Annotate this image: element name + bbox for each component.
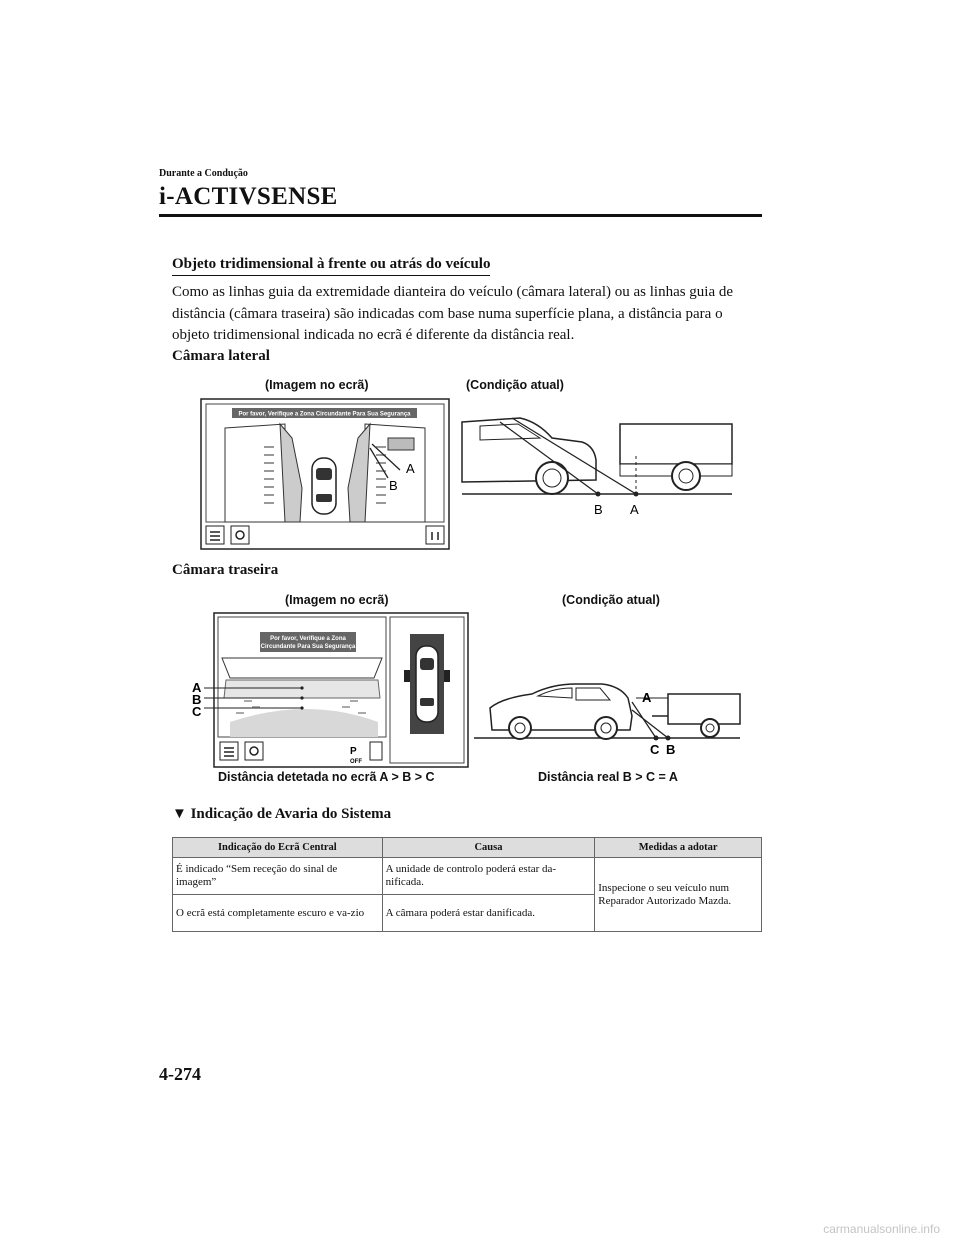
side-screen-point-b: B [389, 478, 398, 493]
side-screen-illustration [200, 398, 450, 550]
cause-cell: A câmara poderá estar danificada. [382, 895, 595, 932]
rear-screen-distance: Distância detetada no ecrã A > B > C [218, 770, 435, 784]
side-camera-title: Câmara lateral [172, 348, 270, 364]
intro-heading: Objeto tridimensional à frente ou atrás do veículo [172, 256, 490, 276]
side-actual-point-a: A [630, 502, 639, 517]
header-rule [159, 214, 762, 217]
rear-sensor-icon [370, 742, 382, 760]
side-actual-illustration [460, 402, 735, 524]
rear-settings-icon [245, 742, 263, 760]
camera-view-icon [206, 526, 224, 544]
column-header: Causa [382, 838, 595, 858]
rear-camera-view-icon [220, 742, 238, 760]
svg-text:P: P [350, 746, 357, 757]
rear-screen-point-a: A [192, 680, 202, 695]
section-label: Durante a Condução [159, 168, 248, 179]
side-banner-text: Por favor, Verifique a Zona Circundante Para Sua Segurança [238, 411, 411, 418]
rear-actual-illustration [472, 672, 742, 762]
column-header: Indicação do Ecrã Central [173, 838, 383, 858]
rear-actual-caption: (Condição atual) [562, 593, 660, 607]
fault-heading: ▼ Indicação de Avaria do Sistema [172, 806, 392, 822]
table-header-row [173, 838, 762, 858]
settings-icon [231, 526, 249, 544]
column-header: Medidas a adotar [595, 838, 762, 858]
side-screen-caption: (Imagem no ecrã) [265, 378, 369, 392]
chapter-title: i-ACTIVSENSE [159, 183, 338, 210]
rear-actual-point-c: C [650, 742, 660, 757]
rear-camera-title: Câmara traseira [172, 562, 279, 578]
side-actual-point-b: B [594, 502, 603, 517]
rear-screen-illustration [190, 612, 470, 768]
rear-actual-point-a: A [642, 690, 652, 705]
intro-paragraph: Como as linhas guia da extremidade dianteira do veículo (câmara lateral) ou as linhas guia de distância (câmara traseira) são indicadas com base numa superfície plana, a distância para o objeto tridimensional indicada no ecrã é diferente da distância real. [172, 284, 734, 343]
rear-screen-point-c: C [192, 704, 202, 719]
cause-cell: A unidade de controlo poderá estar da-nificada. [382, 858, 595, 895]
off-label: OFF [350, 759, 362, 765]
indication-cell: É indicado “Sem receção do sinal de imagem” [173, 858, 383, 895]
action-cell: Inspecione o seu veículo num Reparador Autorizado Mazda. [595, 858, 762, 932]
side-screen-point-a: A [406, 461, 415, 476]
rear-actual-distance: Distância real B > C = A [538, 770, 678, 784]
rear-banner-line2: Circundante Para Sua Segurança [260, 644, 356, 650]
rear-banner-line1: Por favor, Verifique a Zona [270, 636, 346, 642]
watermark: carmanualsonline.info [823, 1222, 940, 1236]
rear-screen-caption: (Imagem no ecrã) [285, 593, 389, 607]
rear-actual-point-b: B [666, 742, 676, 757]
side-actual-caption: (Condição atual) [466, 378, 564, 392]
table-row [173, 858, 762, 895]
rear-screen-point-b: B [192, 692, 202, 707]
fault-table [172, 837, 762, 932]
page-number: 4-274 [159, 1064, 201, 1084]
parking-sensor-icon [426, 526, 444, 544]
indication-cell: O ecrã está completamente escuro e va-zio [173, 895, 383, 932]
